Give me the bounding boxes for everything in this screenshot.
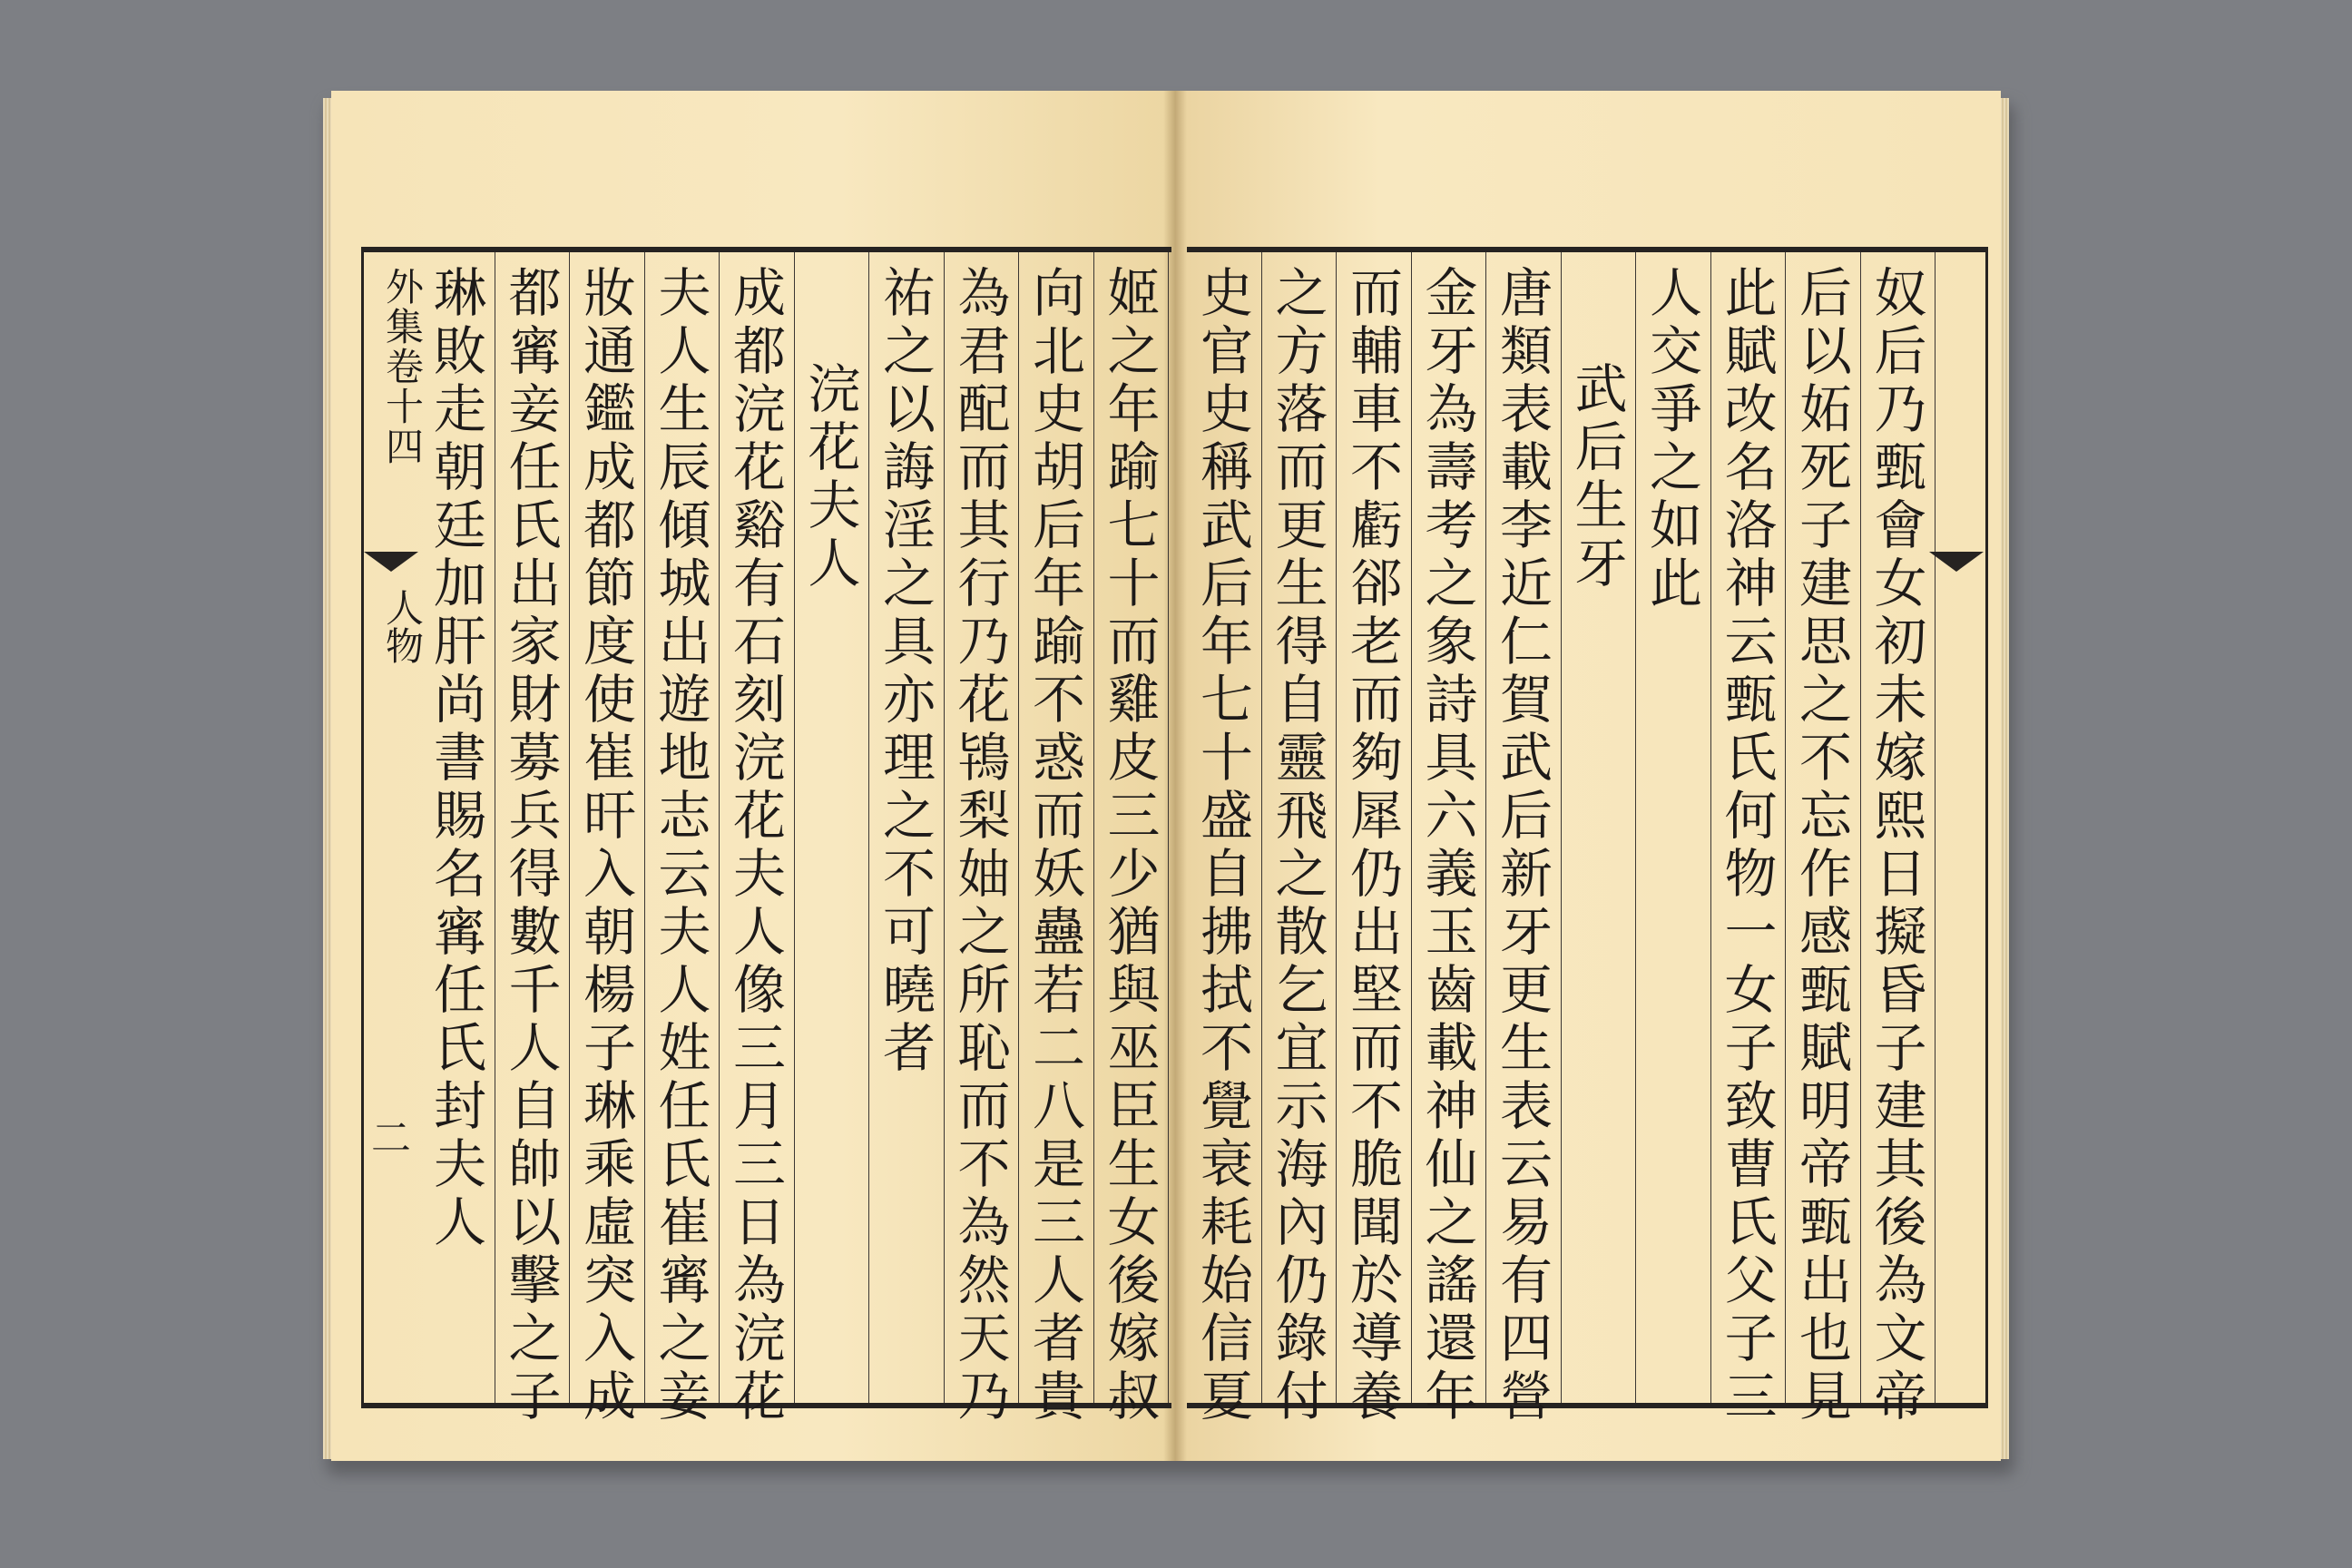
text-column — [495, 252, 571, 1426]
text-column — [1262, 252, 1338, 1426]
banxin-title: 外集卷十四 — [380, 267, 425, 466]
column-text: 唐類表載李近仁賀武后新牙更生表云易有四營 — [1491, 265, 1553, 1426]
text-column — [570, 252, 645, 1426]
column-text: 奴后乃甄會女初未嫁熙日擬昏子建其後為文帝 — [1865, 265, 1927, 1426]
text-column — [1412, 252, 1487, 1426]
column-text: 此賦改名洛神云甄氏何物一女子致曹氏父子三 — [1715, 265, 1778, 1426]
column-text: 金牙為壽考之象詩具六義玉齒載神仙之謠還年 — [1416, 265, 1478, 1426]
text-column — [1019, 252, 1094, 1426]
right-page-frame — [1187, 247, 1988, 1426]
text-column — [1094, 252, 1170, 1426]
column-text: 之方落而更生得自靈飛之散乞宜示海內仍錄付 — [1266, 265, 1328, 1426]
text-column — [869, 252, 945, 1403]
column-text: 史官史稱武后年七十盛自拂拭不覺衰耗始信夏 — [1191, 265, 1253, 1426]
text-column — [1486, 252, 1562, 1426]
column-text: 夫人生辰傾城出遊地志云夫人姓任氏崔寗之妾 — [649, 265, 711, 1426]
text-column — [945, 252, 1020, 1426]
column-text: 后以妬死子建思之不忘作感甄賦明帝甄出也見 — [1790, 265, 1852, 1426]
text-column — [645, 252, 720, 1426]
text-column — [1636, 252, 1711, 1403]
column-text: 祐之以誨淫之具亦理之不可曉者 — [874, 265, 936, 1078]
section-heading: 武后生牙 — [1565, 361, 1628, 593]
text-column — [795, 252, 870, 1403]
text-column — [1562, 252, 1637, 1403]
left-page-frame — [361, 247, 1171, 1426]
text-column — [1786, 252, 1861, 1426]
banxin-section: 人物 — [380, 588, 425, 664]
right-fish-tail-mark — [1929, 552, 1984, 572]
column-text: 向北史胡后年踰不惑而妖蠱若二八是三人者貴 — [1024, 265, 1085, 1426]
column-text: 而輔車不虧郤老而夠犀仍出堅而不脆聞於導養 — [1341, 265, 1403, 1426]
column-text: 為君配而其行乃花鴇梨妯之所恥而不為然天乃 — [948, 265, 1011, 1426]
folio-number: 二 — [371, 1115, 411, 1161]
column-text: 成都浣花谿有石刻浣花夫人像三月三日為浣花 — [724, 265, 786, 1426]
column-text: 人交爭之如此 — [1641, 265, 1702, 613]
text-column — [1187, 252, 1262, 1426]
column-text: 琳敗走朝廷加肝尚書賜名寗任氏封夫人 — [425, 265, 486, 1252]
fish-tail-mark — [364, 552, 418, 572]
left-banxin — [364, 252, 425, 1403]
text-column — [720, 252, 795, 1426]
text-column — [1861, 252, 1936, 1426]
column-text: 姬之年踰七十而雞皮三少猶與巫臣生女後嫁叔 — [1098, 265, 1161, 1426]
section-heading: 浣花夫人 — [799, 361, 861, 593]
text-column — [1711, 252, 1787, 1426]
text-column — [1337, 252, 1412, 1426]
column-text: 妝通鑑成都節度使崔旰入朝楊子琳乘虛突入成 — [574, 265, 636, 1426]
column-text: 都寗妾任氏出家財募兵得數千人自帥以擊之子 — [499, 265, 562, 1426]
text-column — [420, 252, 495, 1403]
